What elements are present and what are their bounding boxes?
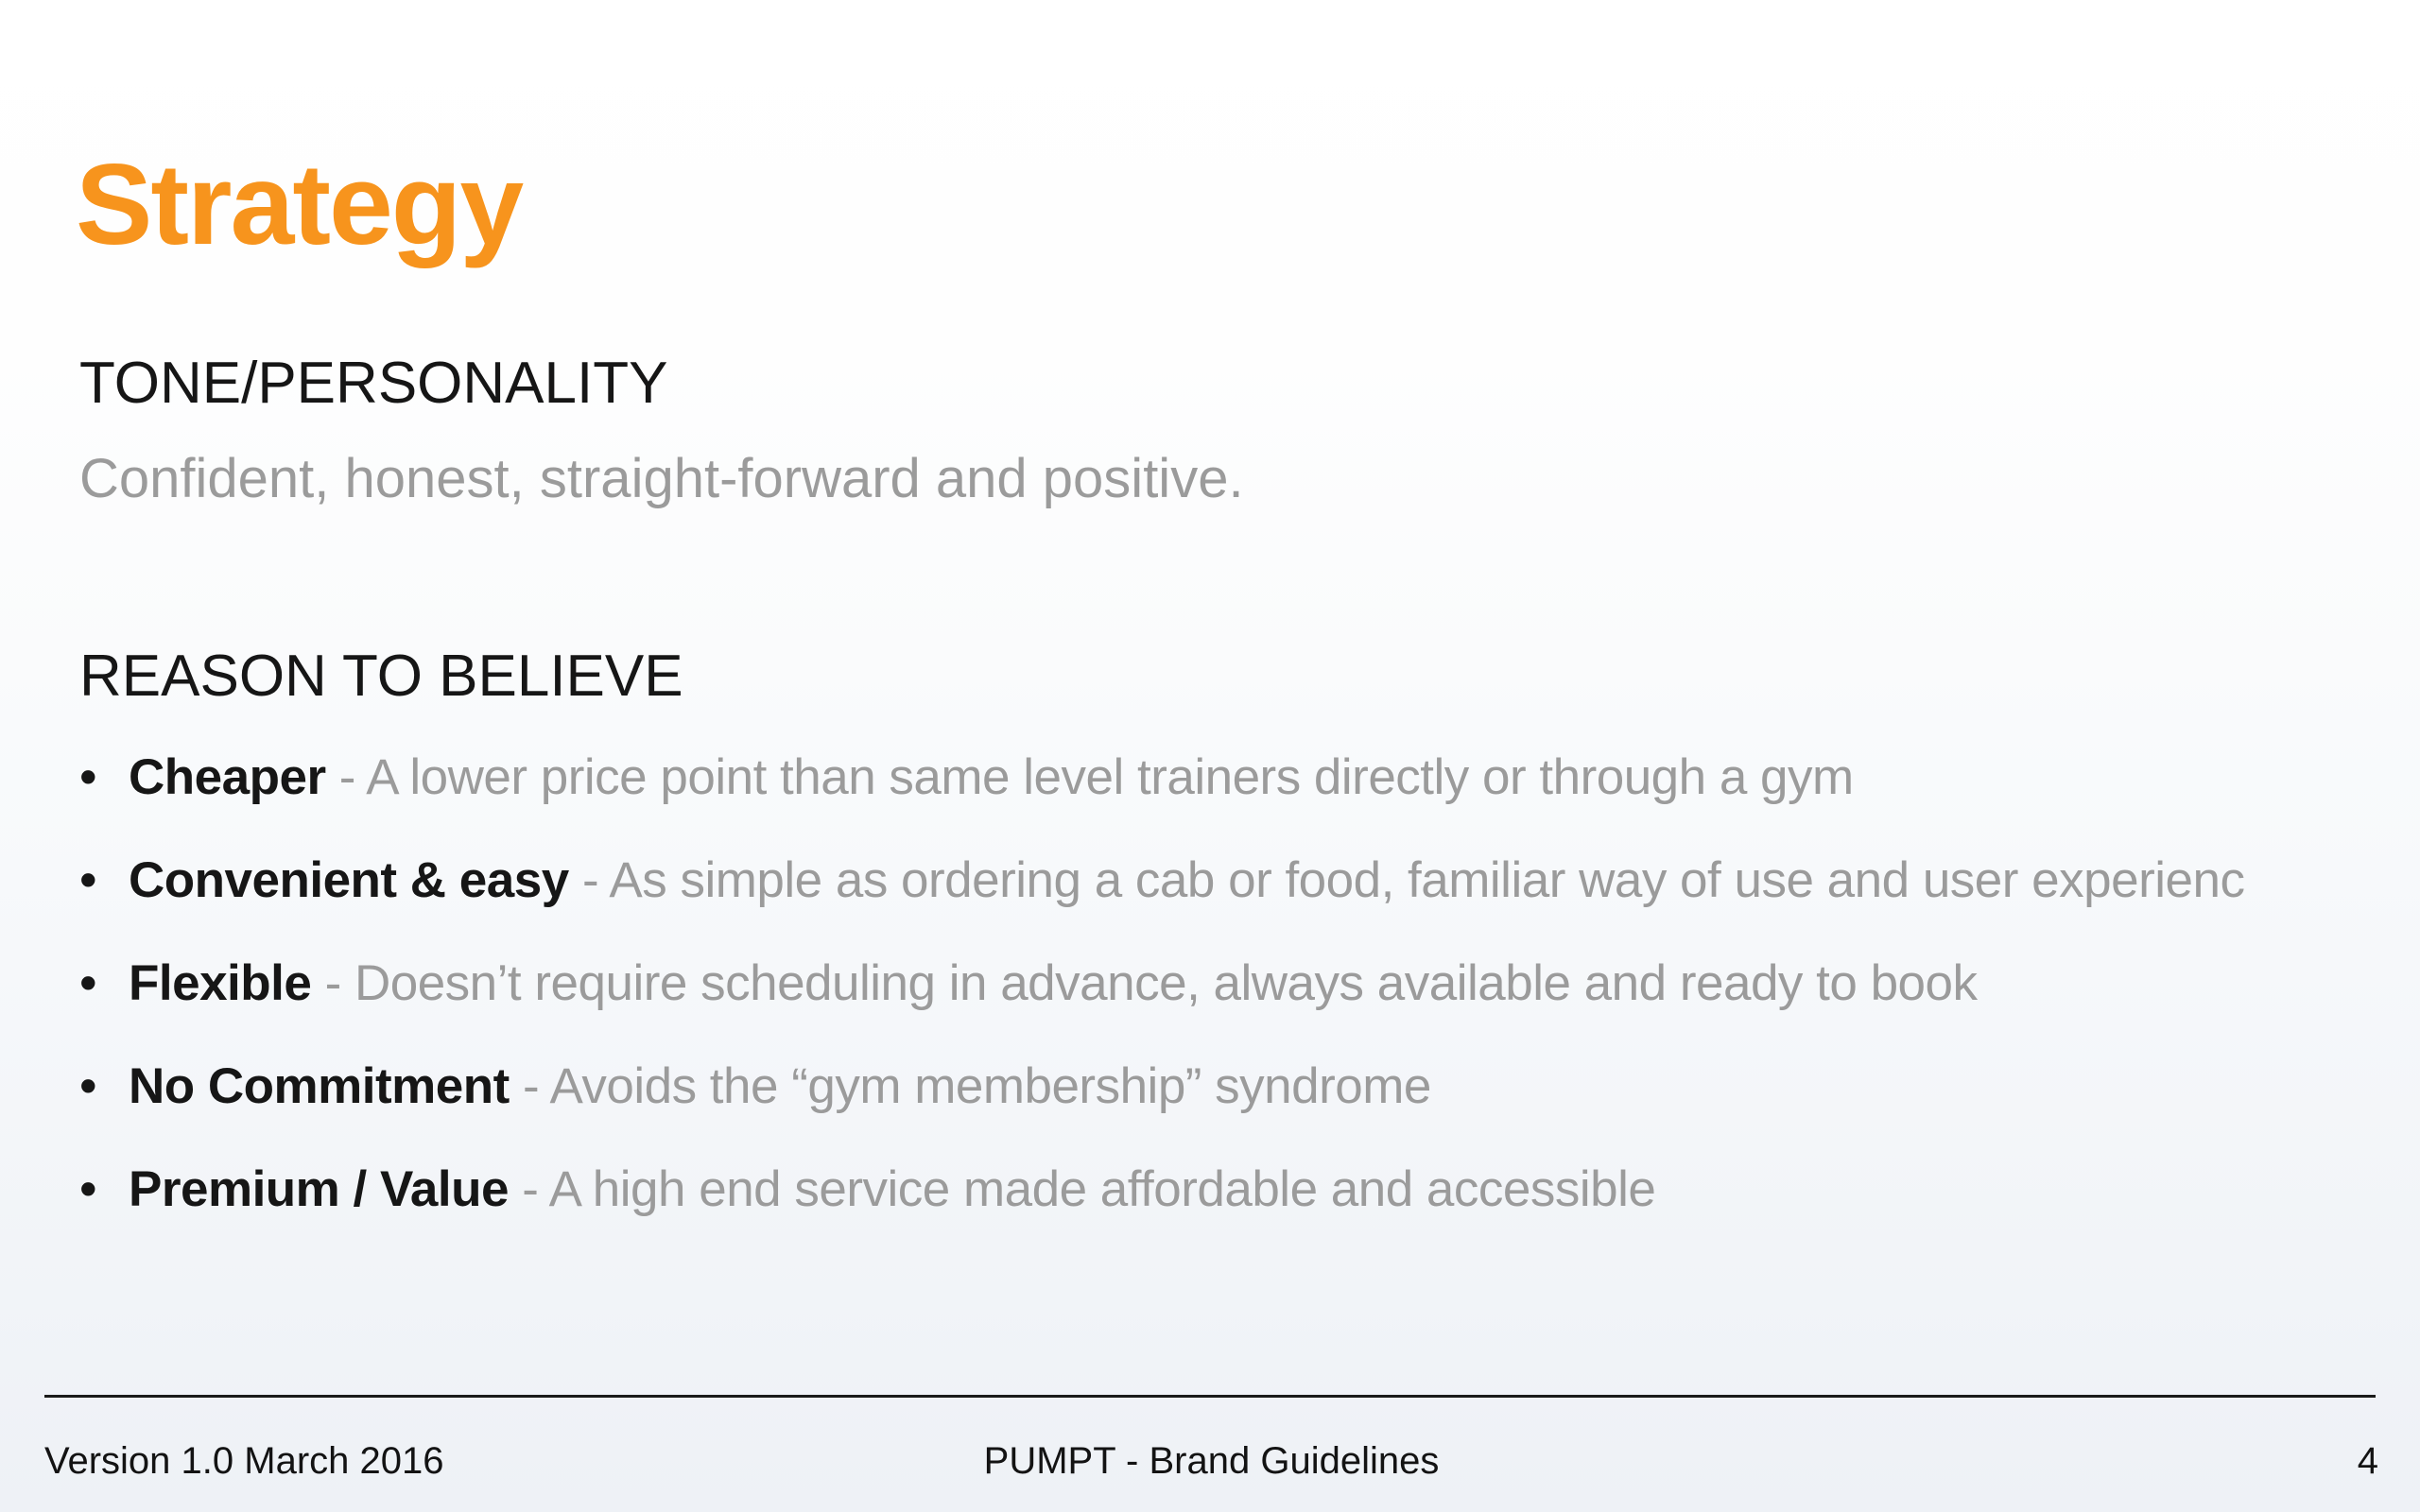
page-title: Strategy (76, 139, 523, 268)
list-item (79, 829, 2363, 932)
bullet-term: Flexible (129, 955, 312, 1012)
bullet-term: No Commitment (129, 1058, 510, 1115)
tone-personality-section (79, 352, 2363, 512)
footer (44, 1440, 2378, 1483)
bullet-description: - Doesn’t require scheduling in advance, always available and ready to book (311, 955, 1978, 1012)
bullet-term: Cheaper (129, 749, 326, 806)
bullet-description: - Avoids the “gym membership” syndrome (509, 1058, 1431, 1115)
footer-page-number: 4 (2357, 1440, 2378, 1482)
list-item (79, 1035, 2363, 1138)
bullet-icon: • (79, 1161, 97, 1218)
list-item (79, 932, 2363, 1035)
list-item (79, 726, 2363, 829)
footer-divider (44, 1395, 2376, 1398)
bullet-description: - As simple as ordering a cab or food, familiar way of use and user experienc (568, 852, 2245, 909)
bullet-icon: • (79, 852, 97, 909)
reason-to-believe-list (79, 726, 2363, 1241)
list-item (79, 1138, 2363, 1241)
reason-to-believe-section (79, 644, 2363, 1241)
footer-document-title: PUMPT - Brand Guidelines (983, 1440, 1440, 1482)
tone-personality-body: Confident, honest, straight-forward and positive. (79, 448, 1244, 510)
bullet-icon: • (79, 955, 97, 1012)
bullet-term: Convenient & easy (129, 852, 569, 909)
bullet-description: - A high end service made affordable and accessible (508, 1161, 1656, 1218)
footer-version-label: Version 1.0 March 2016 (44, 1440, 444, 1482)
bullet-description: - A lower price point than same level trainers directly or through a gym (325, 749, 1854, 806)
bullet-icon: • (79, 749, 97, 806)
bullet-term: Premium / Value (129, 1161, 509, 1218)
reason-to-believe-heading: REASON TO BELIEVE (79, 644, 683, 709)
tone-personality-heading: TONE/PERSONALITY (79, 351, 668, 416)
bullet-icon: • (79, 1058, 97, 1115)
